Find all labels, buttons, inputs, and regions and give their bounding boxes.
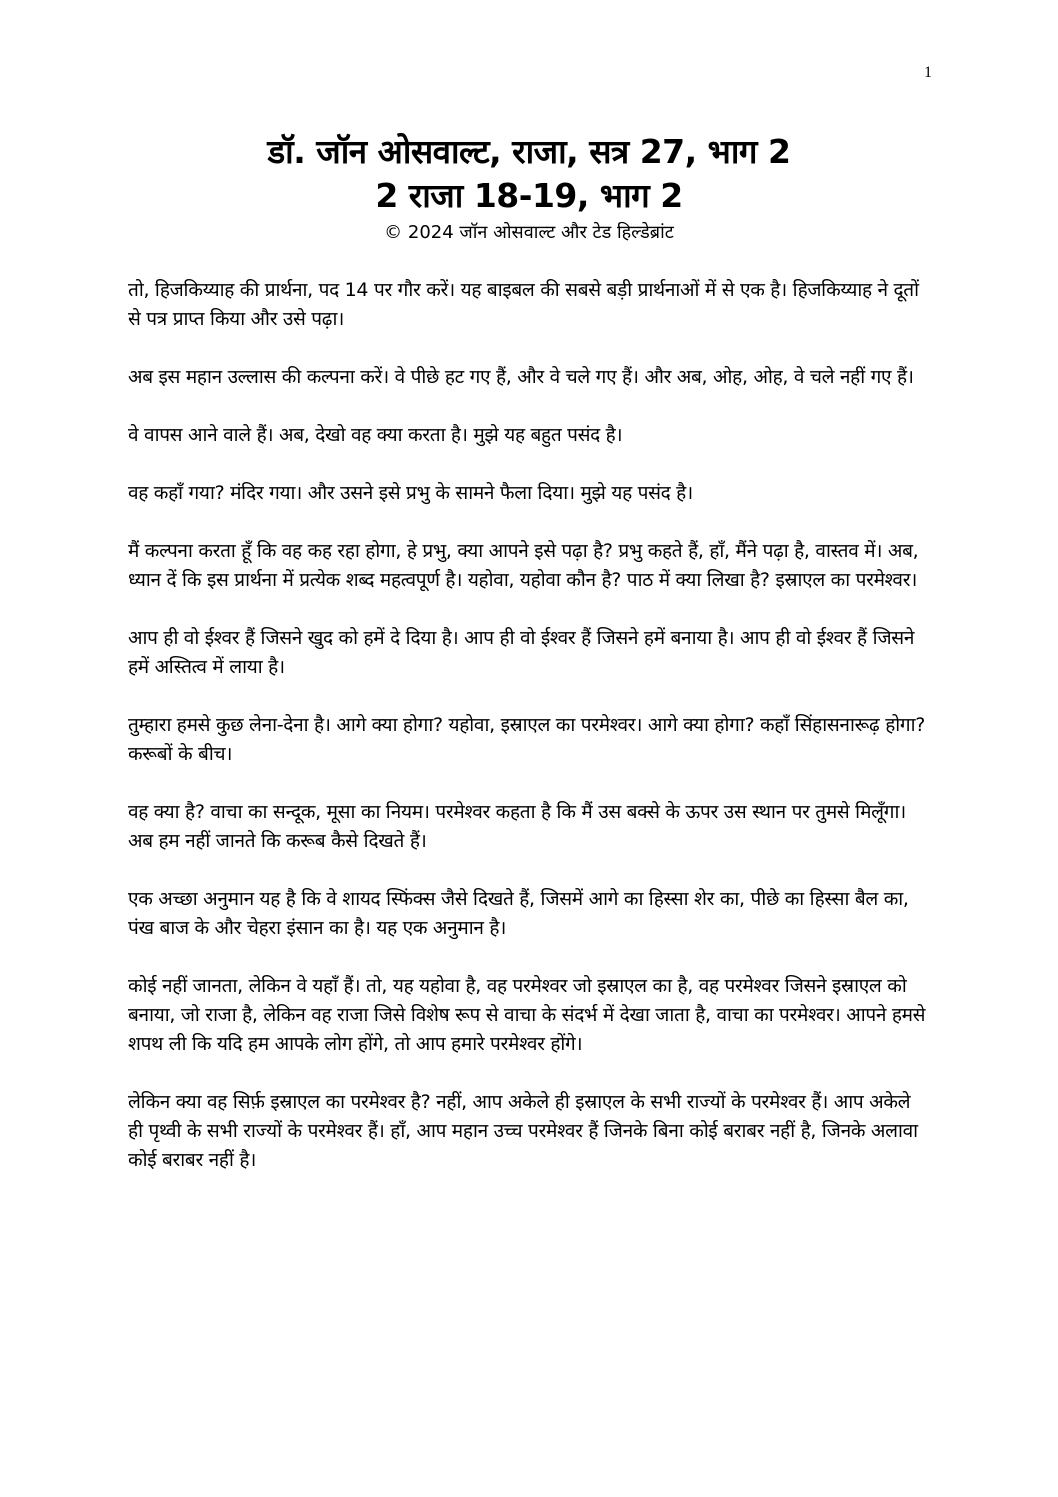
page-number: 1: [924, 64, 932, 81]
paragraph: आप ही वो ईश्वर हैं जिसने खुद को हमें दे दिया है। आप ही वो ईश्वर हैं जिसने हमें बनाया है। आप ही वो ईश्वर हैं जिसने हमें अस्तित्व में लाया है।: [128, 627, 915, 678]
paragraph: मैं कल्पना करता हूँ कि वह कह रहा होगा, हे प्रभु, क्या आपने इसे पढ़ा है? प्रभु कहते हैं, हाँ, मैंने पढ़ा है, वास्तव में। अब, ध्यान दें कि इस प्रार्थना में प्रत्येक शब्द महत्वपूर्ण है। यहोवा, यहोवा कौन है? पाठ में क्या लिखा है? इस्राएल का परमेश्वर।: [128, 540, 919, 591]
document-body: [128, 276, 928, 1204]
paragraph: तो, हिजकिय्याह की प्रार्थना, पद 14 पर गौर करें। यह बाइबल की सबसे बड़ी प्रार्थनाओं में से एक है। हिजकिय्याह ने दूतों से पत्र प्राप्त किया और उसे पढ़ा।: [128, 279, 919, 330]
paragraph: एक अच्छा अनुमान यह है कि वे शायद स्फिंक्स जैसे दिखते हैं, जिसमें आगे का हिस्सा शेर का, पीछे का हिस्सा बैल का, पंख बाज के और चेहरा इंसान का है। यह एक अनुमान है।: [128, 888, 909, 939]
document-header: [0, 130, 1058, 246]
paragraph: तुम्हारा हमसे कुछ लेना-देना है। आगे क्या होगा? यहोवा, इस्राएल का परमेश्वर। आगे क्या होगा? कहाँ सिंहासनारूढ़ होगा? करूबों के बीच।: [128, 714, 926, 765]
document-subtitle: 2 राजा 18-19, भाग 2: [375, 176, 683, 215]
copyright-line: © 2024 जॉन ओसवाल्ट और टेड हिल्डेब्रांट: [384, 222, 674, 243]
paragraph: वह क्या है? वाचा का सन्दूक, मूसा का नियम। परमेश्वर कहता है कि मैं उस बक्से के ऊपर उस स्थान पर तुमसे मिलूँगा। अब हम नहीं जानते कि करूब कैसे दिखते हैं।: [128, 801, 906, 852]
paragraph: अब इस महान उल्लास की कल्पना करें। वे पीछे हट गए हैं, और वे चले गए हैं। और अब, ओह, ओह, वे चले नहीं गए हैं।: [128, 366, 914, 388]
paragraph: लेकिन क्या वह सिर्फ़ इस्राएल का परमेश्वर है? नहीं, आप अकेले ही इस्राएल के सभी राज्यों के परमेश्वर हैं। आप अकेले ही पृथ्वी के सभी राज्यों के परमेश्वर हैं। हाँ, आप महान उच्च परमेश्वर हैं जिनके बिना कोई बराबर नहीं है, जिनके अलावा कोई बराबर नहीं है।: [128, 1091, 918, 1171]
paragraph: वह कहाँ गया? मंदिर गया। और उसने इसे प्रभु के सामने फैला दिया। मुझे यह पसंद है।: [128, 482, 693, 504]
document-title: डॉ. जॉन ओसवाल्ट, राजा, सत्र 27, भाग 2: [267, 132, 791, 171]
paragraph: कोई नहीं जानता, लेकिन वे यहाँ हैं। तो, यह यहोवा है, वह परमेश्वर जो इस्राएल का है, वह परमेश्वर जिसने इस्राएल को बनाया, जो राजा है, लेकिन वह राजा जिसे विशेष रूप से वाचा के संदर्भ में देखा जाता है, वाचा का परमेश्वर। आपने हमसे शपथ ली कि यदि हम आपके लोग होंगे, तो आप हमारे परमेश्वर होंगे।: [128, 975, 926, 1055]
paragraph: वे वापस आने वाले हैं। अब, देखो वह क्या करता है। मुझे यह बहुत पसंद है।: [128, 424, 623, 446]
